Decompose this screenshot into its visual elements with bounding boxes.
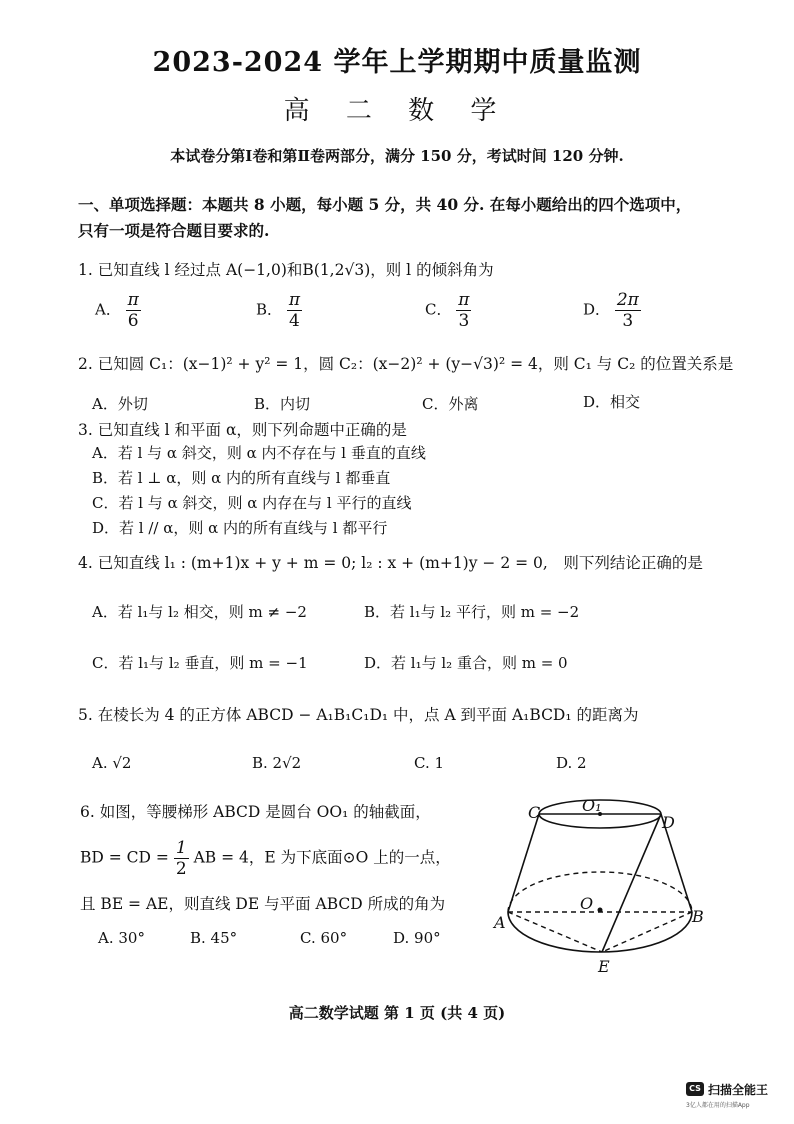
question-2-option-b: B．内切 [254,395,311,413]
center-o-dot [598,908,603,913]
scanner-logo-icon: CS [686,1082,704,1096]
question-3-option-d: D．若 l // α，则 α 内的所有直线与 l 都平行 [92,519,388,537]
option-fraction [126,290,141,331]
question-3-option-c: C．若 l 与 α 斜交，则 α 内存在与 l 平行的直线 [92,494,412,512]
question-4-option-d: D．若 l₁与 l₂ 重合，则 m = 0 [364,654,568,672]
denominator: 2 [175,859,187,879]
frustum-figure [490,786,720,986]
line2-prefix: BD = CD = [80,848,169,867]
numerator: 2π [616,290,639,310]
question-5-stem: 5. 在棱长为 4 的正方体 ABCD − A₁B₁C₁D₁ 中，点 A 到平面 A₁BCD₁ 的距离为 [78,706,639,724]
label-o1: O₁ [582,796,602,815]
option-label: D． [583,300,611,319]
question-4-option-c: C．若 l₁与 l₂ 垂直，则 m = −1 [92,654,308,672]
section-heading-line2: 只有一项是符合题目要求的. [78,221,270,240]
question-6-line2 [80,838,451,879]
label-e: E [598,957,610,976]
line2-suffix: AB = 4，E 为下底面⊙O 上的一点， [193,848,451,867]
question-1-option-b [256,290,302,331]
segment-ae [508,912,602,952]
label-a: A [494,913,506,932]
question-6-line3: 且 BE = AE，则直线 DE 与平面 ABCD 所成的角为 [80,895,446,913]
question-2-option-d: D．相交 [583,393,641,411]
question-1-stem: 1. 已知直线 l 经过点 A(−1,0)和B(1,2√3)，则 l 的倾斜角为 [78,261,494,279]
question-4-stem: 4. 已知直线 l₁ : (m+1)x + y + m = 0; l₂ : x + (m+1)y − 2 = 0, 则下列结论正确的是 [78,554,703,572]
question-5-option-d: D. 2 [556,754,587,772]
exam-info: 本试卷分第Ⅰ卷和第Ⅱ卷两部分，满分 150 分，考试时间 120 分钟. [170,147,624,165]
question-6-stem: 6. 如图，等腰梯形 ABCD 是圆台 OO₁ 的轴截面， [80,803,431,821]
question-3-option-b: B．若 l ⊥ α，则 α 内的所有直线与 l 都垂直 [92,469,391,487]
question-6-option-d: D. 90° [393,929,441,947]
question-4-option-b: B．若 l₁与 l₂ 平行，则 m = −2 [364,603,580,621]
question-3-stem: 3. 已知直线 l 和平面 α，则下列命题中正确的是 [78,421,407,439]
question-6-option-a: A. 30° [98,929,145,947]
scanner-logo-text: 扫描全能王 [708,1083,769,1097]
section-heading [78,192,691,244]
label-d: D [662,813,675,832]
question-3-option-a: A．若 l 与 α 斜交，则 α 内不存在与 l 垂直的直线 [92,444,426,462]
numerator: π [458,290,470,310]
question-5-option-a: A. √2 [92,754,132,772]
question-1-option-c [425,290,471,331]
fraction-half [174,838,189,879]
segment-de [602,814,661,952]
option-fraction [287,290,302,331]
option-fraction [615,290,641,331]
denominator: 3 [458,311,470,331]
numerator: 1 [175,838,187,858]
question-2-option-c: C．外离 [422,395,479,413]
question-2-stem: 2. 已知圆 C₁：(x−1)² + y² = 1，圆 C₂：(x−2)² + (y−√3)² = 4，则 C₁ 与 C₂ 的位置关系是 [78,355,734,373]
label-o: O [580,894,594,913]
option-label: C． [425,300,452,319]
option-label: A． [95,300,121,319]
section-heading-line1: 一、单项选择题：本题共 8 小题，每小题 5 分，共 40 分. 在每小题给出的四个选项中， [78,195,692,214]
numerator: π [127,290,139,310]
question-5-option-b: B. 2√2 [252,754,302,772]
bottom-ellipse-front [508,912,692,952]
segment-ca [508,814,539,912]
bottom-ellipse-back [508,872,692,912]
question-5-option-c: C. 1 [414,754,445,772]
question-2-option-a: A．外切 [92,395,148,413]
denominator: 6 [127,311,139,331]
page-footer: 高二数学试题 第 1 页 (共 4 页) [288,1004,506,1022]
label-b: B [692,907,704,926]
numerator: π [288,290,300,310]
question-6-option-b: B. 45° [190,929,238,947]
option-label: B． [256,300,283,319]
question-4-option-a: A．若 l₁与 l₂ 相交，则 m ≠ −2 [92,603,307,621]
scanner-logo-subtext: 3亿人都在用的扫描App [686,1102,750,1109]
label-c: C [528,803,541,822]
question-1-option-d [583,290,641,331]
question-1-option-a [95,290,141,331]
denominator: 3 [622,311,634,331]
exam-subject: 高 二 数 学 [283,96,511,126]
denominator: 4 [288,311,300,331]
option-fraction [456,290,471,331]
question-6-option-c: C. 60° [300,929,348,947]
exam-title: 2023-2024 学年上学期期中质量监测 [152,47,642,78]
